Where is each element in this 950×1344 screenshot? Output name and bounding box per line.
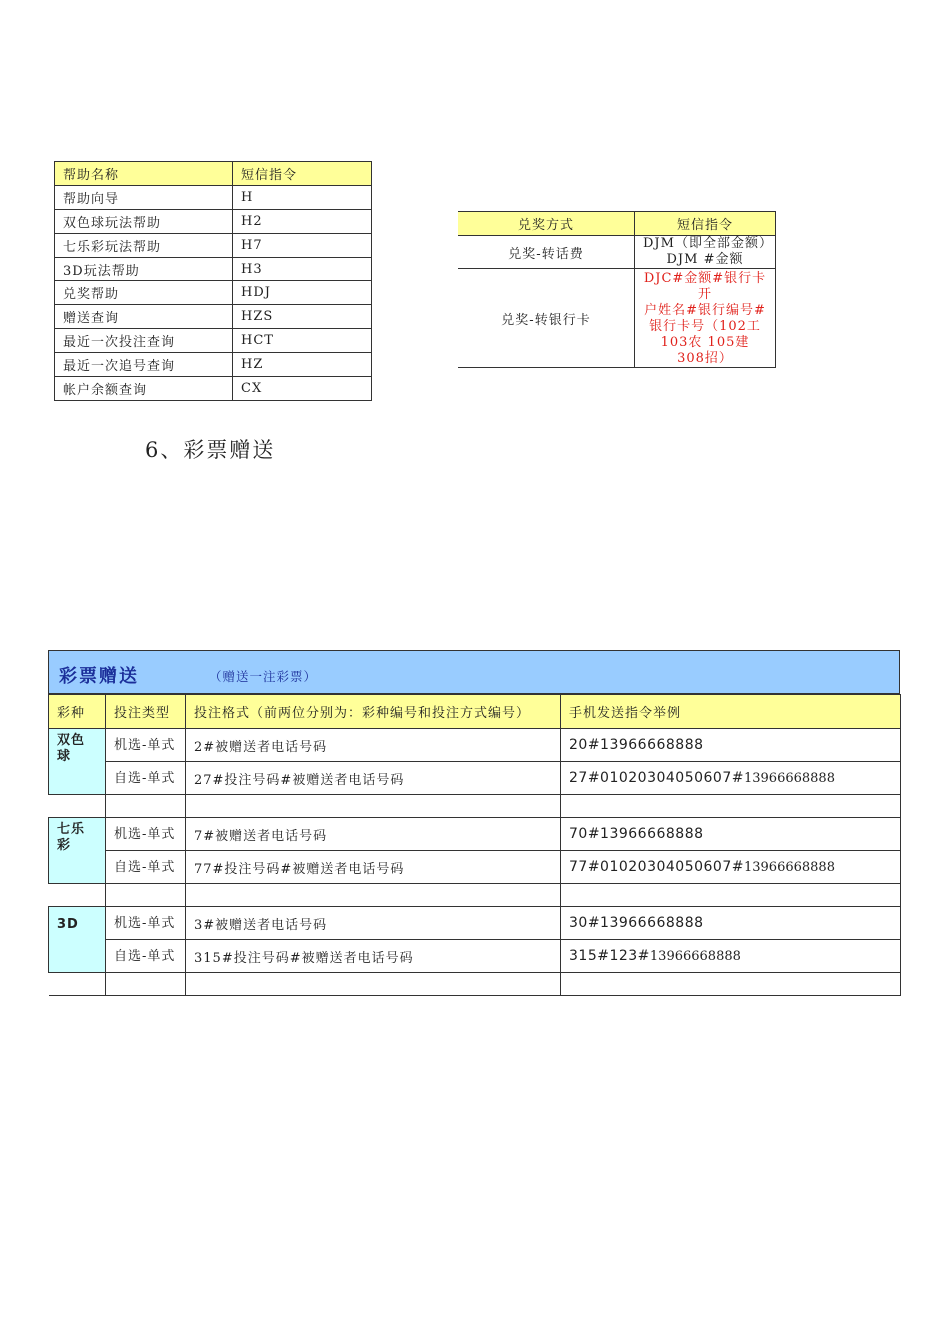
example-cell [561, 940, 901, 973]
example-cell [561, 907, 901, 940]
empty-cell [186, 795, 561, 818]
table-header-row [458, 212, 776, 236]
help-name-cell: 双色球玩法帮助 [55, 209, 233, 233]
example-command: 315#123# [569, 948, 650, 964]
command-line: DJC#金额#银行卡开 [643, 271, 767, 302]
bet-format-cell: 77#投注号码#被赠送者电话号码 [186, 851, 561, 884]
help-name-cell: 赠送查询 [55, 305, 233, 329]
bet-format-cell: 7#被赠送者电话号码 [186, 818, 561, 851]
sms-command-cell: H7 [233, 233, 372, 257]
bet-format-cell: 3#被赠送者电话号码 [186, 907, 561, 940]
table-row [55, 377, 372, 401]
header-cell: 手机发送指令举例 [561, 695, 901, 729]
example-command: 77#01020304050607# [569, 859, 744, 875]
header-cell: 投注类型 [106, 695, 186, 729]
gift-title-bar [48, 650, 900, 694]
gift-subtitle: （赠送一注彩票） [209, 669, 318, 684]
help-name-cell: 七乐彩玩法帮助 [55, 233, 233, 257]
gift-title: 彩票赠送 [59, 666, 139, 687]
table-row [55, 305, 372, 329]
example-cell [561, 851, 901, 884]
bet-format-cell: 315#投注号码#被赠送者电话号码 [186, 940, 561, 973]
bet-type-cell: 自选-单式 [106, 940, 186, 973]
command-line: DJM（即全部金额） [643, 236, 773, 251]
example-phone: 13966668888 [743, 771, 835, 786]
spacer-row [49, 973, 901, 996]
header-cell: 投注格式（前两位分别为：彩种编号和投注方式编号） [186, 695, 561, 729]
table-row [55, 233, 372, 257]
table-row [49, 940, 901, 973]
table-header-row [55, 162, 372, 186]
table-header-row [49, 695, 901, 729]
header-cell: 彩种 [49, 695, 106, 729]
command-line: 103农 105建 [660, 335, 750, 350]
table-row [55, 257, 372, 281]
sms-command-cell: HDJ [233, 281, 372, 305]
bet-type-cell: 自选-单式 [106, 762, 186, 795]
command-line: 308招） [677, 351, 733, 366]
help-name-cell: 最近一次投注查询 [55, 329, 233, 353]
example-command: 30#13966668888 [569, 915, 704, 931]
empty-cell [49, 884, 106, 907]
empty-cell [106, 884, 186, 907]
redeem-command-table [458, 211, 776, 368]
sms-command-cell: H [233, 185, 372, 209]
table-row [49, 762, 901, 795]
gift-format-table [48, 694, 901, 996]
redeem-command-cell [635, 236, 776, 269]
redeem-command-cell [635, 269, 776, 368]
table-row [55, 329, 372, 353]
empty-cell [561, 795, 901, 818]
empty-cell [49, 795, 106, 818]
example-command: 70#13966668888 [569, 826, 704, 842]
table-row [55, 281, 372, 305]
redeem-method-cell: 兑奖-转银行卡 [458, 269, 635, 368]
sms-command-cell: H3 [233, 257, 372, 281]
sms-command-cell: HZS [233, 305, 372, 329]
example-cell [561, 762, 901, 795]
sms-command-cell: HZ [233, 353, 372, 377]
example-cell [561, 729, 901, 762]
table-row [49, 818, 901, 851]
command-line: 银行卡号（102工 [649, 319, 761, 334]
bet-type-cell: 机选-单式 [106, 907, 186, 940]
bet-format-cell: 27#投注号码#被赠送者电话号码 [186, 762, 561, 795]
bet-format-cell: 2#被赠送者电话号码 [186, 729, 561, 762]
table-row [458, 236, 776, 269]
table-row [55, 353, 372, 377]
spacer-row [49, 884, 901, 907]
command-line: DJM #金额 [666, 252, 744, 267]
sms-command-cell: CX [233, 377, 372, 401]
header-cell: 短信指令 [233, 162, 372, 186]
empty-cell [561, 973, 901, 996]
table-row [49, 907, 901, 940]
help-name-cell: 兑奖帮助 [55, 281, 233, 305]
empty-cell [106, 795, 186, 818]
example-phone: 13966668888 [743, 860, 835, 875]
example-cell [561, 818, 901, 851]
empty-cell [49, 973, 106, 996]
spacer-row [49, 795, 901, 818]
empty-cell [186, 973, 561, 996]
bet-type-cell: 自选-单式 [106, 851, 186, 884]
table-row [55, 209, 372, 233]
example-command: 27#01020304050607# [569, 770, 744, 786]
help-name-cell: 3D玩法帮助 [55, 257, 233, 281]
help-name-cell: 帮助向导 [55, 185, 233, 209]
lottery-name-cell: 七乐彩 [49, 818, 106, 884]
example-command: 20#13966668888 [569, 737, 704, 753]
sms-command-cell: HCT [233, 329, 372, 353]
header-cell: 帮助名称 [55, 162, 233, 186]
bet-type-cell: 机选-单式 [106, 818, 186, 851]
table-row [49, 851, 901, 884]
example-phone: 13966668888 [649, 949, 741, 964]
redeem-method-cell: 兑奖-转话费 [458, 236, 635, 269]
command-line: 户姓名#银行编号# [644, 303, 766, 318]
lottery-name-cell: 双色球 [49, 729, 106, 795]
table-row [55, 185, 372, 209]
lottery-name-cell: 3D [49, 907, 106, 973]
section-heading: 6、彩票赠送 [145, 438, 276, 462]
empty-cell [561, 884, 901, 907]
help-name-cell: 帐户余额查询 [55, 377, 233, 401]
header-cell: 兑奖方式 [458, 212, 635, 236]
help-name-cell: 最近一次追号查询 [55, 353, 233, 377]
table-row [458, 269, 776, 368]
table-row [49, 729, 901, 762]
empty-cell [186, 884, 561, 907]
empty-cell [106, 973, 186, 996]
header-cell: 短信指令 [635, 212, 776, 236]
sms-command-cell: H2 [233, 209, 372, 233]
help-command-table [54, 161, 372, 401]
bet-type-cell: 机选-单式 [106, 729, 186, 762]
